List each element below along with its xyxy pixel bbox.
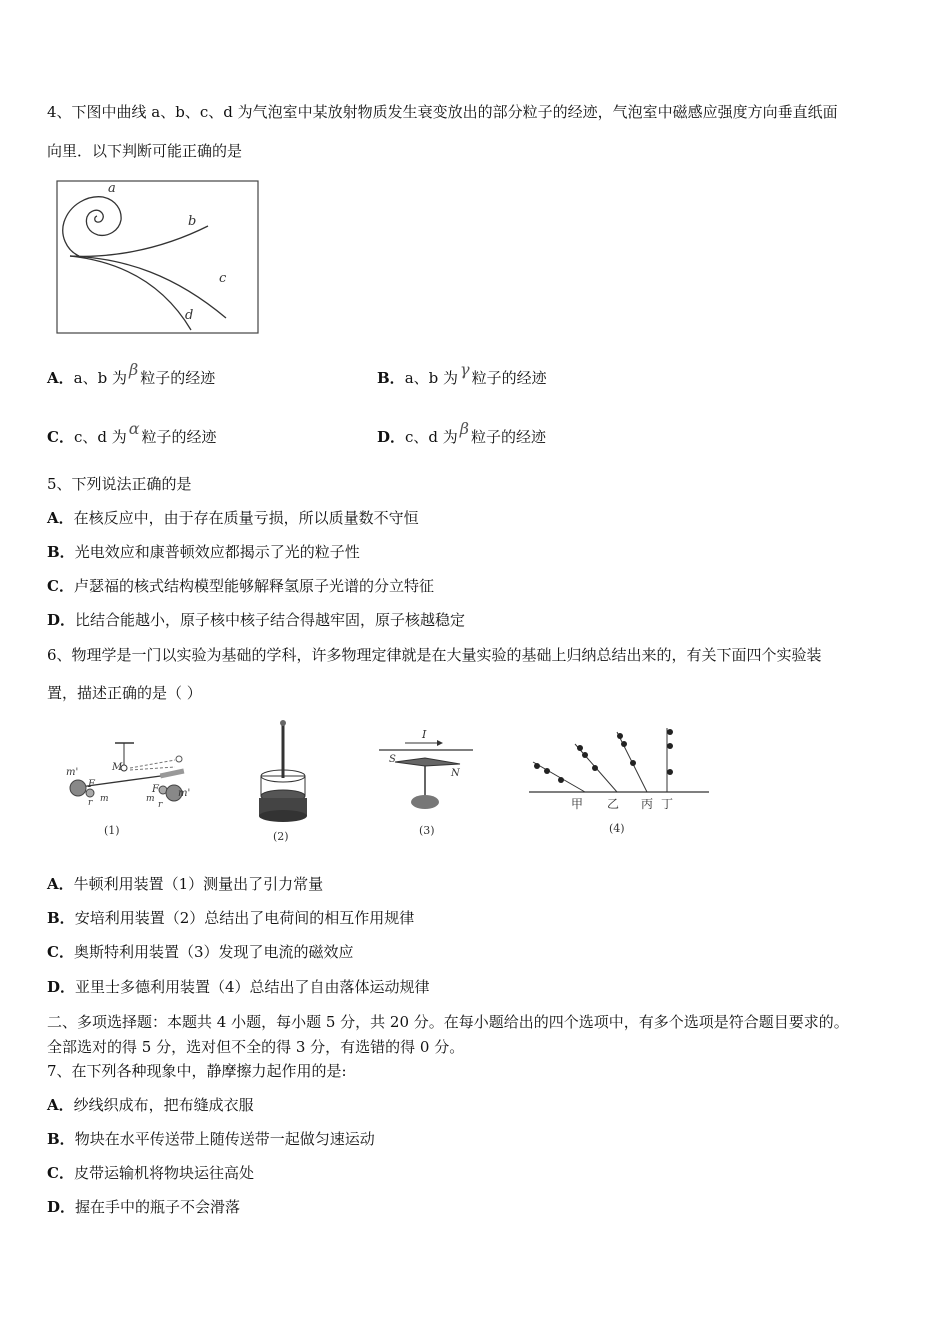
q6-option-a[interactable] xyxy=(47,874,323,894)
option-text: 握在手中的瓶子不会滑落 xyxy=(75,1198,241,1216)
option-text: 牛顿利用装置（1）测量出了引力常量 xyxy=(73,875,324,893)
label-m-right: m xyxy=(146,794,155,804)
q7-option-a[interactable] xyxy=(47,1095,254,1115)
q6-option-b[interactable] xyxy=(47,908,414,928)
option-text: a、b 为 xyxy=(404,369,459,387)
option-letter: C． xyxy=(47,428,74,446)
q4-option-a[interactable] xyxy=(47,360,216,388)
q5-option-a[interactable] xyxy=(47,508,419,528)
option-letter: C． xyxy=(47,943,74,961)
option-text: c、d 为 xyxy=(73,428,127,446)
track-a xyxy=(63,197,121,256)
option-letter: D． xyxy=(47,978,76,996)
q7-option-d[interactable] xyxy=(47,1197,240,1217)
option-letter: A． xyxy=(47,875,74,893)
caption-2: (2) xyxy=(273,830,289,843)
label-S: S xyxy=(389,754,396,765)
q5-stem: 5、下列说法正确的是 xyxy=(47,475,192,493)
option-text: 亚里士多德利用装置（4）总结出了自由落体运动规律 xyxy=(75,978,430,996)
label-jia: 甲 xyxy=(571,797,584,811)
torsion-apparatus-figure xyxy=(245,718,320,845)
option-text: 卢瑟福的核式结构模型能够解释氢原子光谱的分立特征 xyxy=(73,577,434,595)
option-text: 光电效应和康普顿效应都揭示了光的粒子性 xyxy=(74,543,360,561)
option-letter: B． xyxy=(47,1130,75,1148)
section2-line2: 全部选对的得 5 分，选对但不全的得 3 分，有选错的得 0 分。 xyxy=(47,1038,465,1056)
option-text: 粒子的经迹 xyxy=(141,428,217,446)
option-letter: D． xyxy=(47,1198,76,1216)
greek-symbol: β xyxy=(128,360,139,379)
inclined-plane-figure xyxy=(525,718,710,845)
label-ding: 丁 xyxy=(661,797,674,811)
torsion-balance-figure xyxy=(60,735,195,845)
q6-option-c[interactable] xyxy=(47,942,354,962)
label-N: N xyxy=(451,768,460,779)
option-text: 粒子的经迹 xyxy=(140,369,216,387)
q4-option-b[interactable] xyxy=(377,360,547,388)
q4-stem-line2: 向里．以下判断可能正确的是 xyxy=(47,142,243,160)
option-letter: B． xyxy=(377,369,405,387)
greek-symbol: β xyxy=(459,419,470,438)
label-I: I xyxy=(422,728,427,741)
q7-option-b[interactable] xyxy=(47,1129,375,1149)
label-m-left: m xyxy=(100,794,109,804)
track-c xyxy=(70,256,226,318)
option-text: c、d 为 xyxy=(405,428,458,446)
oersted-figure xyxy=(375,720,480,845)
q7-stem: 7、在下列各种现象中，静摩擦力起作用的是: xyxy=(47,1062,347,1080)
q4-option-d[interactable] xyxy=(377,419,547,447)
option-text: a、b 为 xyxy=(73,369,127,387)
label-b: b xyxy=(188,214,197,229)
label-m-prime-right: m' xyxy=(178,788,191,799)
option-text: 在核反应中，由于存在质量亏损，所以质量数不守恒 xyxy=(73,509,419,527)
greek-symbol: γ xyxy=(460,360,470,379)
option-text: 皮带运输机将物块运往高处 xyxy=(73,1164,254,1182)
label-a: a xyxy=(108,181,116,196)
q6-option-d[interactable] xyxy=(47,977,430,997)
q6-stem-line2: 置，描述正确的是（ ） xyxy=(47,684,202,702)
q5-option-b[interactable] xyxy=(47,542,360,562)
option-letter: A． xyxy=(47,509,74,527)
option-letter: A． xyxy=(47,1096,74,1114)
track-d xyxy=(70,256,194,330)
q5-option-c[interactable] xyxy=(47,576,434,596)
label-d: d xyxy=(185,308,194,323)
option-text: 纱线织成布，把布缝成衣服 xyxy=(73,1096,254,1114)
label-F-left: F xyxy=(88,779,95,790)
option-letter: C． xyxy=(47,577,74,595)
label-m-prime-left: m' xyxy=(66,767,79,778)
option-letter: D． xyxy=(47,611,76,629)
q7-option-c[interactable] xyxy=(47,1163,254,1183)
option-text: 奥斯特利用装置（3）发现了电流的磁效应 xyxy=(73,943,354,961)
option-text: 比结合能越小，原子核中核子结合得越牢固，原子核越稳定 xyxy=(75,611,466,629)
label-r-right: r xyxy=(158,800,163,810)
label-bing: 丙 xyxy=(641,797,654,811)
option-text: 安培利用装置（2）总结出了电荷间的相互作用规律 xyxy=(74,909,415,927)
bubble-chamber-figure xyxy=(56,180,261,335)
label-c: c xyxy=(219,271,227,286)
q6-stem-line1: 6、物理学是一门以实验为基础的学科，许多物理定律就是在大量实验的基础上归纳总结出来的，有关下面四个实验装 xyxy=(47,646,822,664)
option-letter: B． xyxy=(47,909,75,927)
caption-4: (4) xyxy=(609,822,625,835)
label-r-left: r xyxy=(88,798,93,808)
q5-option-d[interactable] xyxy=(47,610,465,630)
label-F-right: F xyxy=(152,784,159,795)
option-letter: A． xyxy=(47,369,74,387)
q4-stem-line1: 4、下图中曲线 a、b、c、d 为气泡室中某放射物质发生衰变放出的部分粒子的经迹，气泡室中磁感应强度方向垂直纸面 xyxy=(47,103,838,121)
caption-3: (3) xyxy=(419,824,435,837)
option-letter: B． xyxy=(47,543,75,561)
label-M: M xyxy=(112,762,123,773)
option-letter: D． xyxy=(377,428,406,446)
label-yi: 乙 xyxy=(607,797,620,811)
q4-option-c[interactable] xyxy=(47,419,217,447)
option-text: 物块在水平传送带上随传送带一起做匀速运动 xyxy=(74,1130,375,1148)
caption-1: (1) xyxy=(104,824,120,837)
greek-symbol: α xyxy=(128,419,140,438)
option-letter: C． xyxy=(47,1164,74,1182)
section2-line1: 二、多项选择题：本题共 4 小题，每小题 5 分，共 20 分。在每小题给出的四个选项中，有多个选项是符合题目要求的。 xyxy=(47,1013,849,1031)
option-text: 粒子的经迹 xyxy=(471,369,547,387)
option-text: 粒子的经迹 xyxy=(471,428,547,446)
